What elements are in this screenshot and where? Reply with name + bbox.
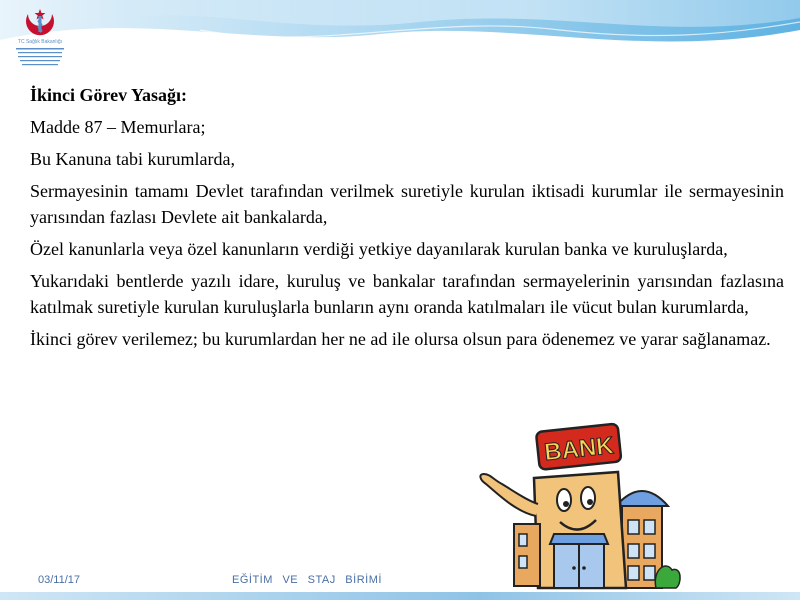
paragraph-3: Sermayesinin tamamı Devlet tarafından verilmek suretiyle kurulan iktisadi kurumlar ile sermayesinin yarısından fazlası Devlete ait bankalarda, [30, 181, 784, 227]
bank-sign-text: BANK [543, 432, 615, 467]
paragraph-4: Özel kanunlarla veya özel kanunların verdiği yetkiye dayanılarak kurulan banka ve kuruluşlarda, [30, 239, 728, 259]
slide-body [30, 82, 784, 358]
paragraph-6: İkinci görev verilemez; bu kurumlardan her ne ad ile olursa olsun para ödenemez ve yarar sağlanamaz. [30, 329, 771, 349]
logo-text: TC Sağlık Bakanlığı [17, 39, 63, 45]
footer-unit-name: EĞİTİM VE STAJ BİRİMİ [232, 574, 382, 586]
header-wave-decoration [0, 0, 800, 80]
paragraph-1: Madde 87 – Memurlara; [30, 117, 206, 137]
bank-cartoon-illustration [476, 420, 682, 592]
ministry-logo [8, 6, 72, 68]
footer-date: 03/11/17 [38, 574, 81, 586]
footer-bar [0, 592, 800, 600]
paragraph-2: Bu Kanuna tabi kurumlarda, [30, 149, 235, 169]
paragraph-5: Yukarıdaki bentlerde yazılı idare, kuruluş ve bankalar tarafından sermayelerinin yarısından fazlasına katılmak suretiyle kurulan kuruluşlarla bunların aynı oranda katılmaları ile vücut bulan kurumlarda, [30, 271, 784, 317]
slide-title: İkinci Görev Yasağı: [30, 85, 188, 105]
